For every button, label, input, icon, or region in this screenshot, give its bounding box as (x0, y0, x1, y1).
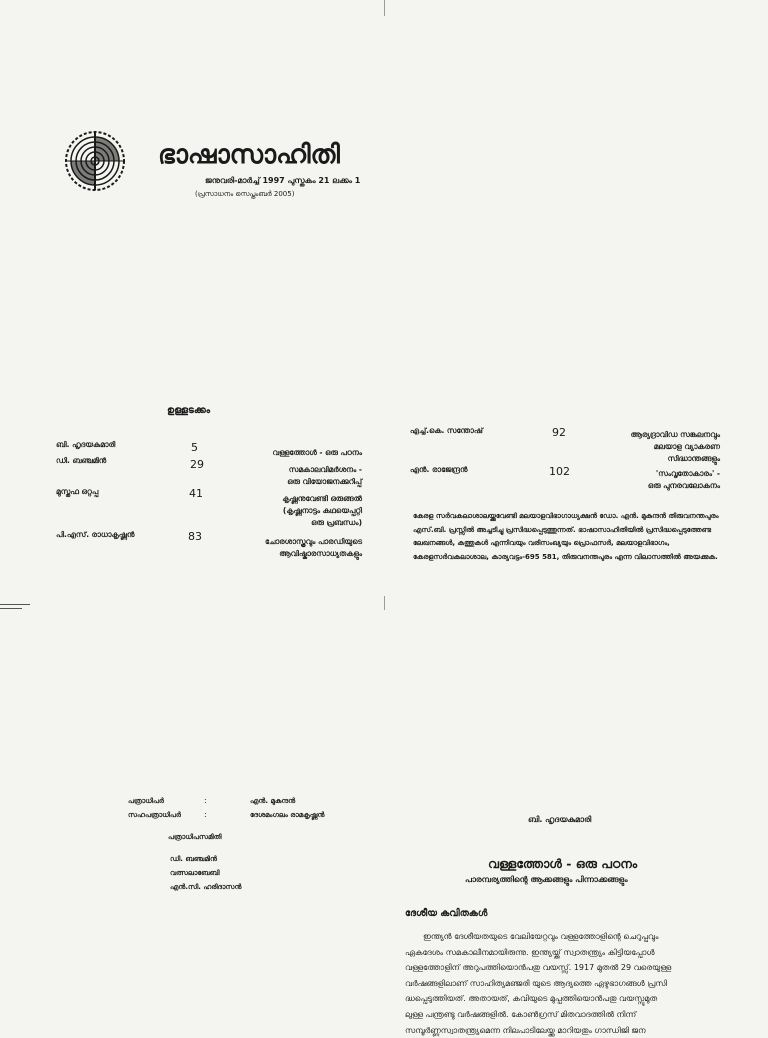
toc-entry-author: എച്ച്.കെ. സന്തോഷ് (410, 426, 483, 435)
emblem-logo (64, 130, 126, 192)
editorial-board-member: എൻ.സി. ഹരിദാസൻ (170, 883, 242, 891)
fold-line-top (384, 0, 385, 16)
editorial-board-heading: പത്രാധിപസമിതി (168, 833, 222, 841)
crop-mark (0, 608, 22, 609)
magazine-title: ഭാഷാസാഹിതി (158, 140, 340, 170)
toc-heading: ഉള്ളടക്കം (167, 405, 211, 416)
article-line: ഏകദേശം സമകാലീനമായിരുന്നു. ഇന്ത്യയ്ക്ക് സ്വാതന്ത്ര്യം കിട്ടിയപ്പോൾ (405, 947, 655, 957)
toc-entry-author: ബി. ഹൃദയകുമാരി (56, 440, 116, 449)
toc-entry-author: എൻ. രാജേന്ദ്രൻ (410, 465, 468, 474)
editorial-board-member: ഡി. ബഞ്ചമിൻ (170, 855, 217, 863)
editorial-board-member: വത്സലാബേബി (170, 869, 220, 877)
publisher-note: കേരള സർവകലാശാലയ്ക്കുവേണ്ടി മലയാളവിഭാഗാധ്യക്ഷൻ ഡോ. എൻ. മുകുന്ദൻ തിരുവനന്തപുരം എസ്.ബി. പ്രസ്സിൽ അച്ചടിച്ചു പ്രസിദ്ധപ്പെടുത്തുന്നത്. ഭാഷാസാഹിതിയിൽ പ്രസിദ്ധപ്പെടുത്തേണ്ട ലേഖനങ്ങൾ, കത്തുകൾ എന്നിവയും വരിസംഖ്യയും പ്രൊഫസർ, മലയാളവിഭാഗം, കേരളസർവകലാശാല, കാര്യവട്ടം-695 581, തിരുവനന്തപുരം എന്ന വിലാസത്തിൽ അയക്കുക. (413, 512, 719, 561)
crop-mark (0, 604, 30, 605)
article-line: വർഷങ്ങളിലാണ് സാഹിത്യമഞ്ജരി യുടെ ആദ്യത്തെ ഏഴുഭാഗങ്ങൾ പ്രസി (405, 978, 667, 988)
toc-entry-author: ഡി. ബഞ്ചമിൻ (56, 456, 107, 465)
toc-entry-page: 102 (549, 465, 570, 478)
staff-separator: : (204, 810, 207, 819)
article-line: ലുള്ള പന്ത്രണ്ടു വർഷങ്ങളിൽ. കോൺഗ്രസ് മിതവാദത്തിൽ നിന്ന് (405, 1009, 637, 1019)
staff-name: ദേശമംഗലം രാമകൃഷ്ണൻ (250, 811, 325, 819)
staff-role: പത്രാധിപർ (128, 797, 164, 805)
toc-entry-author: പി.എസ്. രാധാകൃഷ്ണൻ (56, 530, 135, 539)
article-line: വള്ളത്തോളിന് അറുപത്തിയൊൻപതു വയസ്സ്. 1917 മുതൽ 29 വരെയുള്ള (405, 963, 672, 973)
toc-entry-title: സമകാലവിമർശനം - ഒരു വിയോജനക്കുറിപ്പ് (287, 465, 362, 486)
toc-entry-title: 'സംവൃതോകാരം' - ഒരു പുനരവലോകനം (647, 469, 720, 490)
toc-entry-title: വള്ളത്തോൾ - ഒരു പഠനം (272, 448, 362, 457)
staff-name: എൻ. മുകുന്ദൻ (250, 797, 296, 805)
article-line: സമ്പൂർണ്ണസ്വാതന്ത്ര്യമെന്ന നിലപാടിലേയ്ക്കു മാറിയതും ഗാന്ധിജി ജന (405, 1025, 646, 1035)
toc-entry-title: കൃഷ്ണനുവേണ്ടി ഒരുങ്ങൽ (കൃഷ്ണനാട്ടം കഥയെപ്പറ്റി ഒരു പ്രബന്ധം) (282, 494, 362, 527)
toc-entry-page: 29 (190, 458, 204, 471)
section-heading: ദേശീയ കവിതകൾ (405, 908, 488, 919)
article-subtitle: പാരമ്പര്യത്തിന്റെ ആക്കങ്ങളും പിന്നാക്കങ്ങളും (465, 875, 628, 884)
toc-entry-page: 92 (552, 426, 566, 439)
article-author: ബി. ഹൃദയകുമാരി (528, 815, 592, 824)
fold-line-middle (384, 596, 385, 610)
publication-date-line: (പ്രസാധനം സെപ്തംബർ 2005) (195, 190, 295, 198)
article-line: ദ്ധപ്പെടുത്തിയത്. അതായത്, കവിയുടെ മുപ്പത്തിയൊൻപതു വയസ്സുമുത (405, 994, 658, 1004)
toc-entry-page: 83 (188, 530, 202, 543)
toc-entry-title: ആര്യദ്രാവിഡ സങ്കലനവും മലയാള വ്യാകരണ സിദ്ധാന്തങ്ങളും (630, 430, 720, 463)
staff-role: സഹപത്രാധിപർ (128, 811, 181, 819)
toc-entry-title: ചോരശാസ്ത്രവും പാരഡിയുടെ ആവിഷ്കാരസാധ്യതകളും (264, 537, 362, 558)
toc-entry-page: 5 (191, 441, 198, 454)
article-title: വള്ളത്തോൾ - ഒരു പഠനം (488, 856, 638, 871)
toc-entry-page: 41 (189, 487, 203, 500)
staff-separator: : (204, 796, 207, 805)
toc-entry-author: മുസ്തഫ ഒറ്റപ്പ (56, 487, 99, 496)
issue-line: ജനുവരി-മാർച്ച് 1997 പുസ്തകം 21 ലക്കം 1 (205, 176, 361, 185)
article-body (405, 929, 727, 1038)
article-line: ഇന്ത്യൻ ദേശീയതയുടെ വേലിയേറ്റവും വള്ളത്തോളിന്റെ ചെറുപ്പവും (423, 932, 659, 941)
